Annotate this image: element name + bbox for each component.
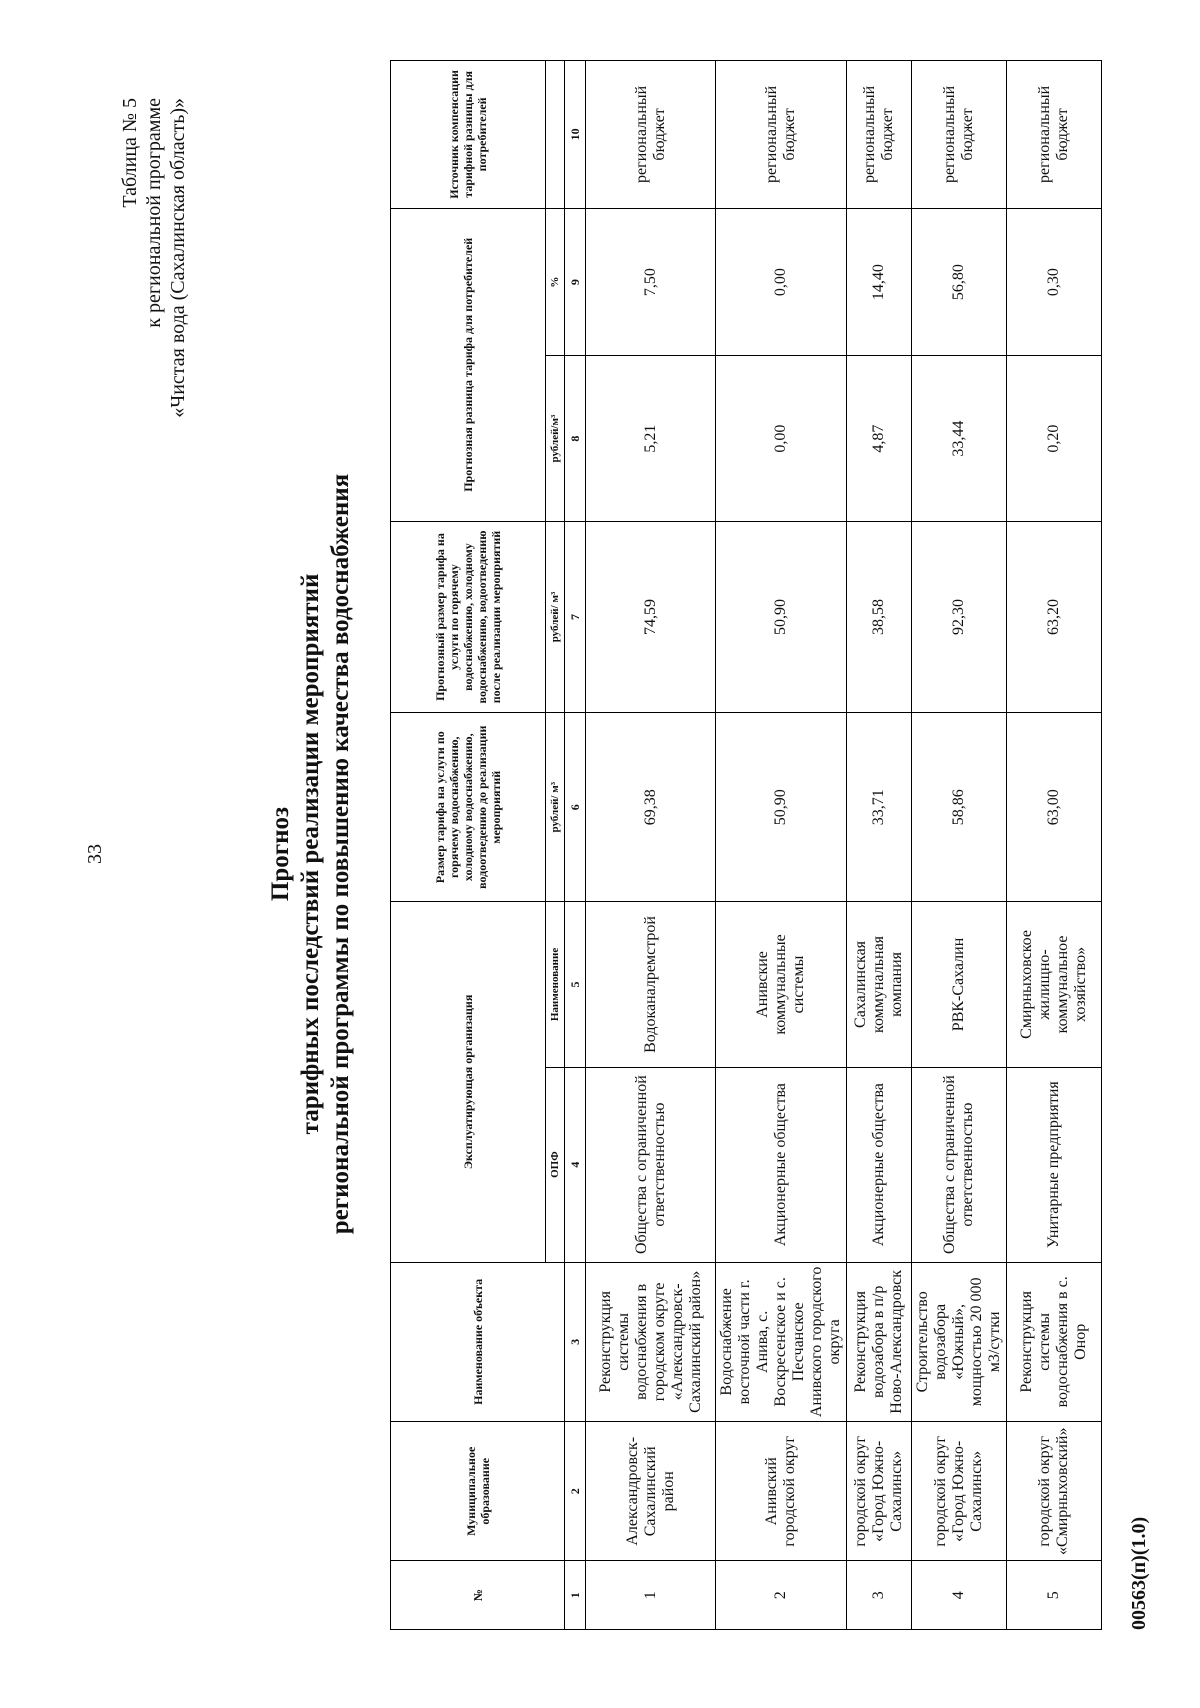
table-row bbox=[716, 61, 847, 1630]
document-title bbox=[266, 0, 356, 1708]
cell-source: региональный бюджет bbox=[1007, 61, 1102, 209]
column-number: 2 bbox=[565, 1422, 586, 1561]
cell-municipality: городской округ «Город Южно-Сахалинск» bbox=[847, 1422, 912, 1561]
cell-tariff-after: 74,59 bbox=[586, 521, 716, 712]
cell-source: региональный бюджет bbox=[586, 61, 716, 209]
cell-tariff-after: 92,30 bbox=[912, 521, 1007, 712]
column-number: 7 bbox=[565, 521, 586, 712]
table-label-line1: Таблица № 5 bbox=[119, 98, 141, 208]
cell-num: 1 bbox=[586, 1561, 716, 1630]
column-number: 9 bbox=[565, 208, 586, 356]
cell-diff-rub: 33,44 bbox=[912, 356, 1007, 521]
cell-tariff-before: 63,00 bbox=[1007, 713, 1102, 902]
cell-opf: Акционерные общества bbox=[847, 1067, 912, 1262]
header-diff: Прогнозная разница тарифа для потребителей bbox=[391, 208, 546, 521]
cell-diff-pct: 0,00 bbox=[716, 208, 847, 356]
cell-tariff-after: 38,58 bbox=[847, 521, 912, 712]
cell-org: Анивские коммунальные системы bbox=[716, 902, 847, 1067]
cell-diff-pct: 56,80 bbox=[912, 208, 1007, 356]
cell-municipality: Александровск-Сахалинский район bbox=[586, 1422, 716, 1561]
cell-org: РВК-Сахалин bbox=[912, 902, 1007, 1067]
column-number: 10 bbox=[565, 61, 586, 209]
cell-diff-rub: 0,20 bbox=[1007, 356, 1102, 521]
cell-diff-rub: 0,00 bbox=[716, 356, 847, 521]
cell-opf: Общества с ограниченной ответственностью bbox=[912, 1067, 1007, 1262]
cell-tariff-before: 58,86 bbox=[912, 713, 1007, 902]
unit-diff-rub: рублей/м³ bbox=[546, 356, 565, 521]
header-object: Наименование объекта bbox=[391, 1262, 565, 1421]
cell-opf: Акционерные общества bbox=[716, 1067, 847, 1262]
cell-object: Реконструкция водозабора в п/р Ново-Александровск bbox=[847, 1262, 912, 1421]
cell-org: Смирныховское жилищно-коммунальное хозяйство» bbox=[1007, 902, 1102, 1067]
header-source: Источник компенсации тарифной разницы для потребителей bbox=[391, 61, 546, 209]
cell-num: 2 bbox=[716, 1561, 847, 1630]
cell-object: Строительство водозабора «Южный», мощностью 20 000 м3/сутки bbox=[912, 1262, 1007, 1421]
header-tariff-before: Размер тарифа на услуги по горячему водоснабжению, холодному водоснабжению, водоотведению до реализации мероприятий bbox=[391, 713, 546, 902]
page-number: 33 bbox=[84, 844, 106, 864]
cell-municipality: городской округ «Город Южно-Сахалинск» bbox=[912, 1422, 1007, 1561]
cell-org: Водоканалремстрой bbox=[586, 902, 716, 1067]
table-row bbox=[1007, 61, 1102, 1630]
header-operator: Эксплуатирующая организация bbox=[391, 902, 546, 1262]
header-num: № bbox=[391, 1561, 565, 1630]
cell-tariff-after: 50,90 bbox=[716, 521, 847, 712]
forecast-table bbox=[390, 60, 1102, 1630]
cell-num: 5 bbox=[1007, 1561, 1102, 1630]
table-label bbox=[118, 98, 190, 418]
cell-source: региональный бюджет bbox=[716, 61, 847, 209]
table-label-line3: «Чистая вода (Сахалинская область)» bbox=[167, 98, 189, 418]
column-number: 4 bbox=[565, 1067, 586, 1262]
cell-diff-pct: 14,40 bbox=[847, 208, 912, 356]
cell-tariff-before: 33,71 bbox=[847, 713, 912, 902]
header-municipality: Муниципальное образование bbox=[391, 1422, 565, 1561]
cell-source: региональный бюджет bbox=[912, 61, 1007, 209]
header-tariff-after: Прогнозный размер тарифа на услуги по горячему водоснабжению, холодному водоснабжению, водоотведению после реализации мероприятий bbox=[391, 521, 546, 712]
table-row bbox=[586, 61, 716, 1630]
cell-tariff-before: 69,38 bbox=[586, 713, 716, 902]
cell-object: Реконструкция системы водоснабжения в городском округе «Александровск-Сахалинский район» bbox=[586, 1262, 716, 1421]
document-code: 00563(п)(1.0) bbox=[1128, 1516, 1150, 1630]
cell-object: Водоснабжение восточной части г. Анива, с. Воскресенское и с. Песчанское Анивского городского округа bbox=[716, 1262, 847, 1421]
cell-diff-rub: 5,21 bbox=[586, 356, 716, 521]
cell-object: Реконструкция системы водоснабжения в с. Онор bbox=[1007, 1262, 1102, 1421]
cell-municipality: Анивский городской округ bbox=[716, 1422, 847, 1561]
cell-opf: Общества с ограниченной ответственностью bbox=[586, 1067, 716, 1262]
cell-diff-pct: 7,50 bbox=[586, 208, 716, 356]
table-label-line2: к региональной программе bbox=[143, 98, 165, 328]
cell-source: региональный бюджет bbox=[847, 61, 912, 209]
table-row bbox=[912, 61, 1007, 1630]
header-org-name: Наименование bbox=[546, 902, 565, 1067]
column-number: 6 bbox=[565, 713, 586, 902]
cell-diff-rub: 4,87 bbox=[847, 356, 912, 521]
table-row bbox=[847, 61, 912, 1630]
header-row bbox=[391, 61, 546, 1630]
column-number: 5 bbox=[565, 902, 586, 1067]
cell-opf: Унитарные предприятия bbox=[1007, 1067, 1102, 1262]
column-number-row bbox=[565, 61, 586, 1630]
title-line2: тарифных последствий реализации мероприятий bbox=[297, 573, 324, 1135]
title-line1: Прогноз bbox=[267, 806, 294, 902]
cell-tariff-before: 50,90 bbox=[716, 713, 847, 902]
cell-diff-pct: 0,30 bbox=[1007, 208, 1102, 356]
column-number: 8 bbox=[565, 356, 586, 521]
unit-source-empty bbox=[546, 61, 565, 209]
column-number: 3 bbox=[565, 1262, 586, 1421]
header-opf: ОПФ bbox=[546, 1067, 565, 1262]
column-number: 1 bbox=[565, 1561, 586, 1630]
cell-tariff-after: 63,20 bbox=[1007, 521, 1102, 712]
cell-num: 3 bbox=[847, 1561, 912, 1630]
cell-num: 4 bbox=[912, 1561, 1007, 1630]
title-line3: региональной программы по повышению качества водоснабжения bbox=[327, 473, 354, 1235]
unit-tariff-after: рублей/ м³ bbox=[546, 521, 565, 712]
unit-diff-pct: % bbox=[546, 208, 565, 356]
cell-municipality: городской округ «Смирныховский» bbox=[1007, 1422, 1102, 1561]
unit-tariff-before: рублей/ м³ bbox=[546, 713, 565, 902]
cell-org: Сахалинская коммунальная компания bbox=[847, 902, 912, 1067]
